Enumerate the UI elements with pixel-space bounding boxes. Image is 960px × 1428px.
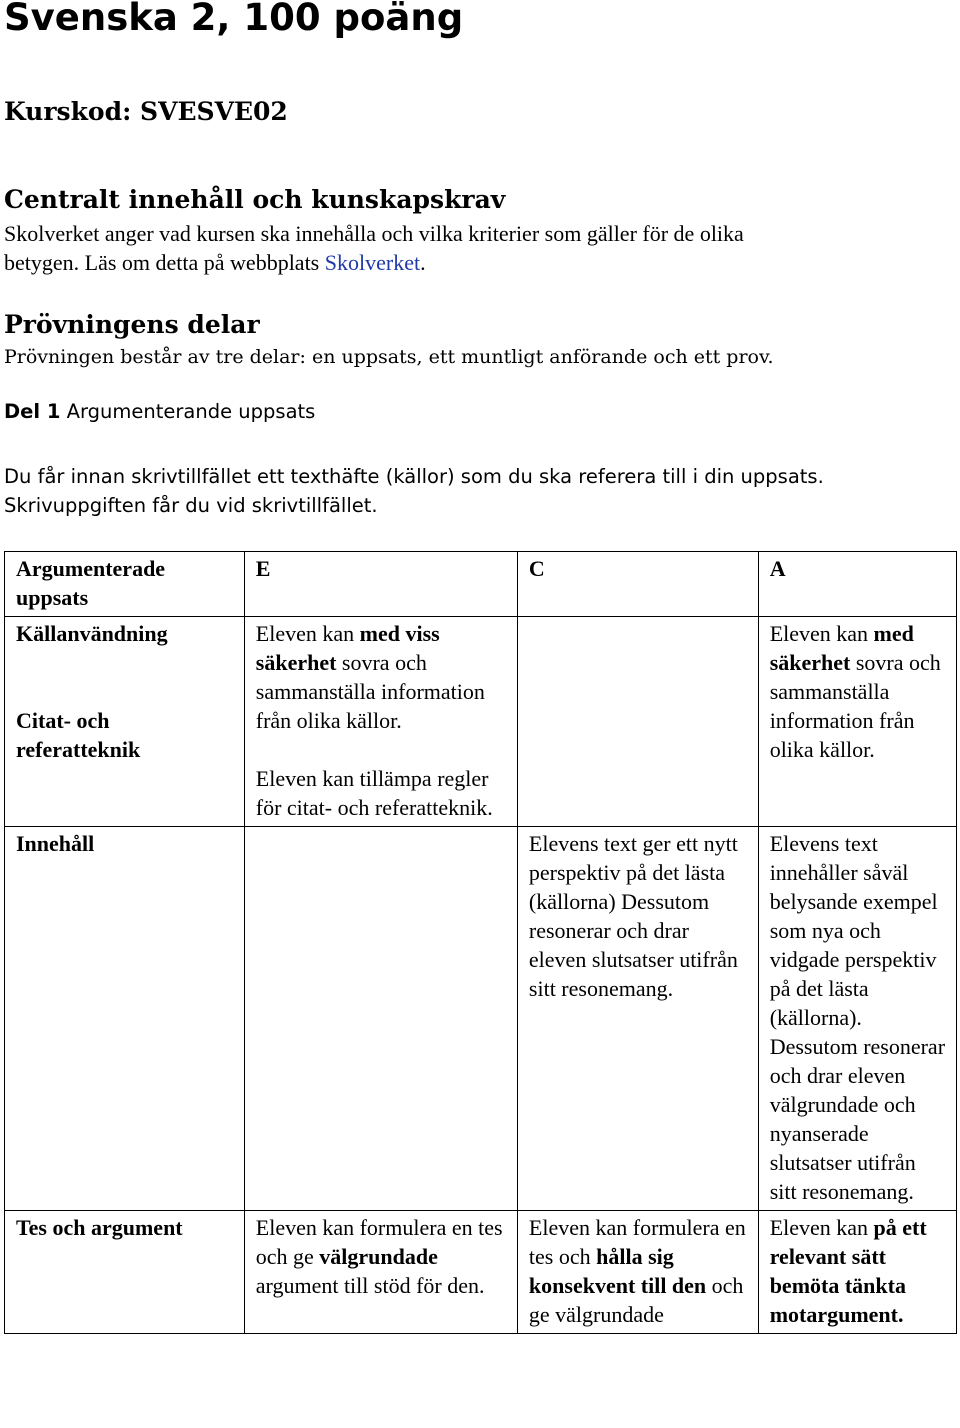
- e-sources-text-1: Eleven kan med viss säkerhet sovra och sammanställa information från olika källor.: [255, 621, 485, 733]
- document-title: Svenska 2, 100 poäng: [4, 0, 464, 39]
- cell-c-sources: [517, 617, 758, 827]
- cell-e-sources: [244, 617, 517, 827]
- cell-a-content: Elevens text innehåller såväl belysande exempel som nya och vidgade perspektiv på det lästa (källorna). Dessutom resonerar och drar eleven välgrundade och nyanserade slutsatser utifrån sitt resonemang.: [758, 827, 956, 1211]
- row-label-thesis: Tes och argument: [5, 1211, 245, 1334]
- header-cell-a: A: [758, 552, 956, 617]
- label-citat-referatteknik: Citat- och referatteknik: [16, 708, 141, 762]
- cell-e-content: [244, 827, 517, 1211]
- del1-heading: Del 1 Argumenterande uppsats: [4, 400, 316, 423]
- central-content-heading: Centralt innehåll och kunskapskrav: [4, 185, 506, 214]
- table-header-row: [5, 552, 957, 617]
- skolverket-link[interactable]: Skolverket: [324, 250, 421, 275]
- label-kallanvandning: Källanvändning: [16, 621, 168, 646]
- parts-heading: Prövningens delar: [4, 310, 260, 339]
- del1-text-line-1: Du får innan skrivtillfället ett texthäfte (källor) som du ska referera till i din uppsats.: [4, 465, 824, 488]
- parts-text: Prövningen består av tre delar: en uppsats, ett muntligt anförande och ett prov.: [4, 346, 774, 368]
- header-cell-category: Argumenterade uppsats: [5, 552, 245, 617]
- header-cell-e: E: [244, 552, 517, 617]
- header-cell-c: C: [517, 552, 758, 617]
- cell-a-thesis: Eleven kan på ett relevant sätt bemöta tänkta motargument.: [758, 1211, 956, 1334]
- cell-c-content: Elevens text ger ett nytt perspektiv på det lästa (källorna) Dessutom resonerar och drar eleven slutsatser utifrån sitt resonemang.: [517, 827, 758, 1211]
- table-row: [5, 617, 957, 827]
- central-text-line-1: Skolverket anger vad kursen ska innehålla och vilka kriterier som gäller för de olika: [4, 221, 744, 246]
- cell-c-thesis: Eleven kan formulera en tes och hålla sig konsekvent till den och ge välgrundade: [517, 1211, 758, 1334]
- central-text-line-2: betygen. Läs om detta på webbplats Skolverket.: [4, 250, 426, 275]
- cell-e-thesis: Eleven kan formulera en tes och ge välgrundade argument till stöd för den.: [244, 1211, 517, 1334]
- e-sources-text-2: Eleven kan tillämpa regler för citat- och referatteknik.: [255, 766, 493, 820]
- cell-a-sources: Eleven kan med säkerhet sovra och sammanställa information från olika källor.: [758, 617, 956, 827]
- del1-text-line-2: Skrivuppgiften får du vid skrivtillfället.: [4, 494, 378, 517]
- row-label-content: Innehåll: [5, 827, 245, 1211]
- grading-criteria-table: [4, 551, 957, 1334]
- row-label-sources: [5, 617, 245, 827]
- table-row: [5, 1211, 957, 1334]
- course-code: Kurskod: SVESVE02: [4, 97, 288, 126]
- table-row: [5, 827, 957, 1211]
